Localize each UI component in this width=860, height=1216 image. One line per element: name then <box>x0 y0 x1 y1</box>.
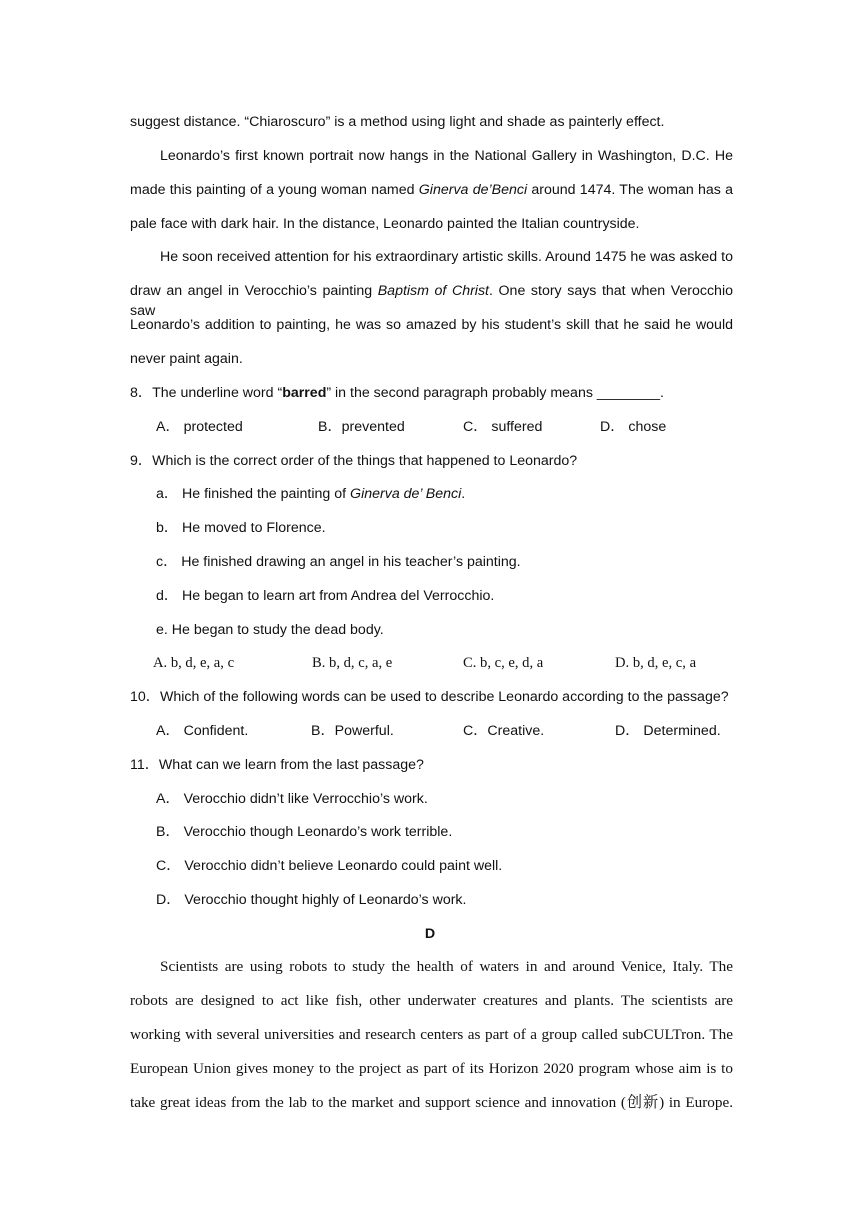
text-run: a． He finished the painting of <box>156 486 351 502</box>
passage-d-line-4: European Union gives money to the project as part of its Horizon 2020 program whose aim is to <box>130 1060 733 1077</box>
q11-option-c: C． Verocchio didn’t believe Leonardo could paint well. <box>156 858 503 874</box>
q8-option-a: A． protected <box>156 419 243 435</box>
question-8-stem <box>130 383 733 403</box>
passage-c-p2-line-2 <box>130 180 733 200</box>
passage-c-p2-line-1: Leonardo’s first known portrait now hangs in the National Gallery in Washington, D.C. He <box>160 148 733 164</box>
text-run: made this painting of a young woman named <box>130 182 419 198</box>
q10-option-a: A． Confident. <box>156 723 249 739</box>
q9-item-d: d． He began to learn art from Andrea del Verrocchio. <box>156 588 495 604</box>
passage-c-p2-line-3: pale face with dark hair. In the distance, Leonardo painted the Italian countryside. <box>130 216 640 232</box>
question-9-stem: 9．Which is the correct order of the things that happened to Leonardo? <box>130 453 578 469</box>
q9-option-c: C. b, c, e, d, a <box>463 655 544 671</box>
text-run: 8．The underline word “ <box>130 385 283 401</box>
text-run: draw an angel in Verocchio’s painting <box>130 283 378 299</box>
painting-title: Ginerva de’Benci <box>418 182 528 198</box>
text-run: ” in the second paragraph probably means ________. <box>326 385 664 401</box>
q9-item-b: b． He moved to Florence. <box>156 520 326 536</box>
q9-option-a: A. b, d, e, a, c <box>153 655 235 671</box>
q11-option-a: A． Verocchio didn’t like Verrocchio’s work. <box>156 791 428 807</box>
q9-option-d: D. b, d, e, c, a <box>615 655 697 671</box>
q11-option-d: D． Verocchio thought highly of Leonardo’s work. <box>156 892 467 908</box>
q10-option-c: C．Creative. <box>463 723 545 739</box>
question-11-stem: 11．What can we learn from the last passage? <box>130 757 424 773</box>
text-run: . One story says that when Verocchio saw <box>130 283 733 319</box>
passage-d-line-2: robots are designed to act like fish, other underwater creatures and plants. The scientists are <box>130 992 733 1009</box>
text-run: around 1474. The woman has a <box>527 182 733 198</box>
q11-option-b: B． Verocchio though Leonardo’s work terrible. <box>156 824 453 840</box>
passage-c-p3-line-1: He soon received attention for his extraordinary artistic skills. Around 1475 he was asked to <box>160 249 733 265</box>
passage-d-line-5: take great ideas from the lab to the market and support science and innovation (创新) in Europe. <box>130 1094 733 1111</box>
q9-item-e: e. He began to study the dead body. <box>156 622 384 638</box>
question-10-stem: 10．Which of the following words can be used to describe Leonardo according to the passage? <box>130 689 729 705</box>
section-d-heading: D <box>424 926 436 942</box>
q10-option-d: D． Determined. <box>615 723 721 739</box>
painting-title: Baptism of Christ <box>377 283 489 299</box>
passage-d-line-3: working with several universities and research centers as part of a group called subCULTron. The <box>130 1026 733 1043</box>
passage-c-p3-line-4: never paint again. <box>130 351 243 367</box>
passage-d-line-1: Scientists are using robots to study the health of waters in and around Venice, Italy. The <box>160 958 733 975</box>
text-run: . <box>461 486 466 502</box>
q9-option-b: B. b, d, c, a, e <box>312 655 393 671</box>
q9-item-a <box>156 484 465 504</box>
q8-option-b: B．prevented <box>318 419 405 435</box>
key-word: barred <box>282 385 327 401</box>
q10-option-b: B．Powerful. <box>311 723 394 739</box>
passage-c-line-1: suggest distance. “Chiaroscuro” is a method using light and shade as painterly effect. <box>130 114 665 130</box>
q8-option-c: C． suffered <box>463 419 543 435</box>
q9-item-c: c． He finished drawing an angel in his teacher’s painting. <box>156 554 521 570</box>
q8-option-d: D． chose <box>600 419 667 435</box>
painting-title: Ginerva de’ Benci <box>350 486 462 502</box>
passage-c-p3-line-3: Leonardo’s addition to painting, he was so amazed by his student’s skill that he said he would <box>130 317 733 333</box>
